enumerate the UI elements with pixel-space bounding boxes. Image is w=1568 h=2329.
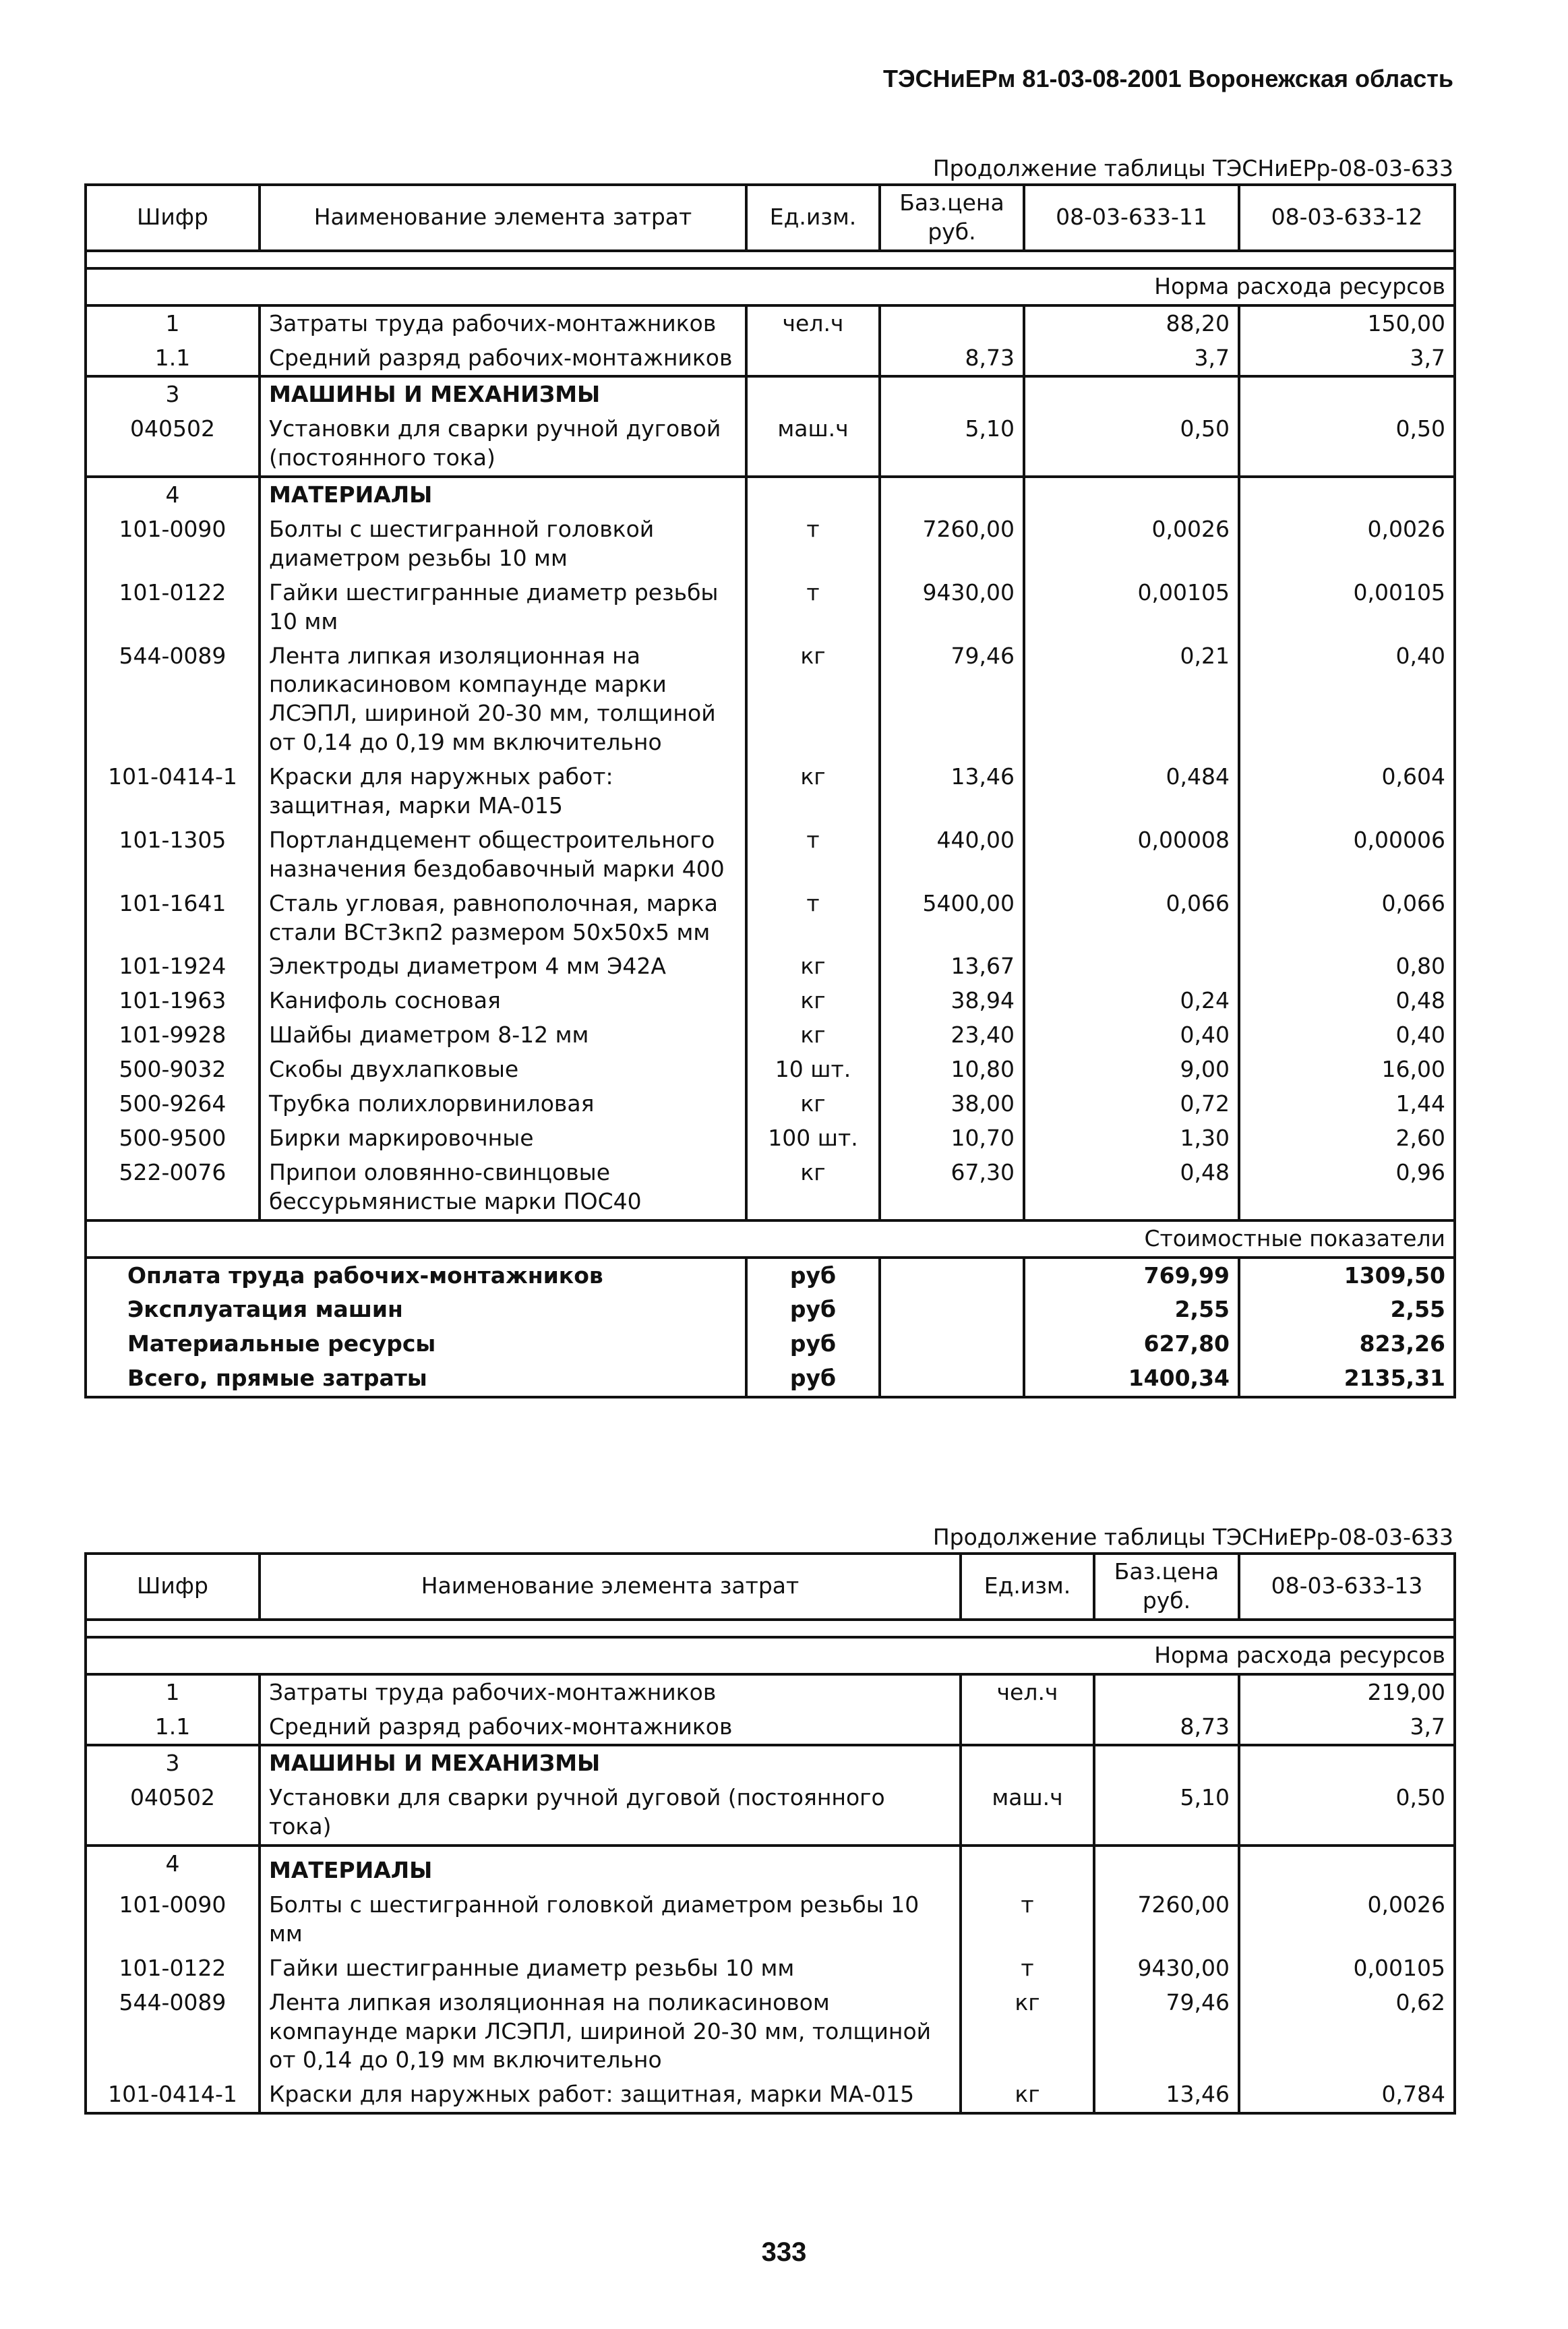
col-code-header: Шифр [86,185,260,251]
norm-value: 3,7 [1024,341,1239,377]
norm-value: 16,00 [1239,1053,1455,1087]
norm-value: 0,604 [1239,760,1455,823]
resource-name: Лента липкая изоляционная на поликасиновом компаунде марки ЛСЭПЛ, шириной 20-30 мм, толщиной от 0,14 до 0,19 мм включительно [260,1986,961,2078]
resource-code: 1.1 [86,341,260,377]
resource-code: 101-1963 [86,984,260,1018]
table-row [86,1710,1455,1746]
base-price: 79,46 [1094,1986,1239,2078]
table1-caption: Продолжение таблицы ТЭСНиЕРр-08-03-633 [932,155,1453,181]
resource-unit: кг [961,2077,1094,2113]
norm-value: 0,62 [1239,1986,1455,2078]
resource-name: Трубка полихлорвиниловая [260,1087,746,1121]
norm-value: 0,40 [1024,1018,1239,1053]
cost-value: 2135,31 [1239,1361,1455,1397]
resource-code: 040502 [86,412,260,477]
base-price: 5400,00 [880,887,1024,950]
table-row [86,949,1455,984]
resource-unit: кг [746,984,880,1018]
norm-value: 0,0026 [1239,1888,1455,1951]
resource-code: 4 [86,1846,260,1888]
cost-value: 823,26 [1239,1327,1455,1361]
norm-value [1024,949,1239,984]
base-price: 7260,00 [880,512,1024,576]
cost-unit: руб [746,1258,880,1293]
base-price: 13,67 [880,949,1024,984]
col-unit-header: Ед.изм. [961,1554,1094,1620]
resource-unit: кг [746,1018,880,1053]
resource-unit: чел.ч [746,305,880,341]
resource-name: Средний разряд рабочих-монтажников [260,341,746,377]
norm-value [1024,376,1239,412]
norm-value: 1,30 [1024,1121,1239,1156]
col-code-header: Шифр [86,1554,260,1620]
norm-value [1239,376,1455,412]
resource-name: Канифоль сосновая [260,984,746,1018]
norm-value: 2,60 [1239,1121,1455,1156]
norm-label: Норма расхода ресурсов [86,268,1455,305]
norm-value: 0,24 [1024,984,1239,1018]
cost-row [86,1293,1455,1327]
norm-value: 219,00 [1239,1674,1455,1710]
table-row [86,1986,1455,2078]
resource-name: Болты с шестигранной головкой диаметром резьбы 10 мм [260,512,746,576]
table-row [86,1745,1455,1781]
resource-unit: кг [961,1986,1094,2078]
resource-code: 1 [86,1674,260,1710]
base-price: 9430,00 [880,576,1024,639]
table-row [86,887,1455,950]
base-price: 5,10 [1094,1781,1239,1846]
resource-name: Припои оловянно-свинцовые бессурьмянистые марки ПОС40 [260,1156,746,1220]
resource-name: Электроды диаметром 4 мм Э42А [260,949,746,984]
cost-value: 2,55 [1024,1293,1239,1327]
cost-unit: руб [746,1327,880,1361]
resource-name: МАШИНЫ И МЕХАНИЗМЫ [260,376,746,412]
resource-code: 3 [86,376,260,412]
resource-name: Затраты труда рабочих-монтажников [260,1674,961,1710]
cost-row [86,1327,1455,1361]
base-price: 13,46 [880,760,1024,823]
base-price [880,305,1024,341]
norm-value: 0,72 [1024,1087,1239,1121]
base-price: 10,80 [880,1053,1024,1087]
resource-code: 544-0089 [86,639,260,761]
resource-name: Установки для сварки ручной дуговой (постоянного тока) [260,412,746,477]
resource-unit [746,477,880,512]
norm-value: 0,784 [1239,2077,1455,2113]
base-price [880,477,1024,512]
table-row [86,477,1455,512]
resource-code: 040502 [86,1781,260,1846]
resource-unit: кг [746,760,880,823]
base-price [1094,1846,1239,1888]
col-price-header: Баз.цена руб. [1094,1554,1239,1620]
cost-empty [880,1327,1024,1361]
resource-name: Скобы двухлапковые [260,1053,746,1087]
col-13-header: 08-03-633-13 [1239,1554,1455,1620]
cost-value: 1309,50 [1239,1258,1455,1293]
norm-value: 0,50 [1239,412,1455,477]
resource-name: Болты с шестигранной головкой диаметром резьбы 10 мм [260,1888,961,1951]
cost-row [86,1361,1455,1397]
norm-value: 3,7 [1239,1710,1455,1746]
resource-code: 522-0076 [86,1156,260,1220]
resource-unit: маш.ч [961,1781,1094,1846]
cost-empty [880,1361,1024,1397]
norm-value: 0,066 [1239,887,1455,950]
base-price: 8,73 [880,341,1024,377]
cost-value: 1400,34 [1024,1361,1239,1397]
resource-unit: кг [746,1156,880,1220]
base-price: 440,00 [880,823,1024,887]
cost-empty [880,1258,1024,1293]
resource-unit: чел.ч [961,1674,1094,1710]
cost-name: Оплата труда рабочих-монтажников [86,1258,746,1293]
norm-value [1024,477,1239,512]
norm-value: 0,00105 [1239,1951,1455,1986]
norm-value: 0,00008 [1024,823,1239,887]
resource-name: Затраты труда рабочих-монтажников [260,305,746,341]
col-unit-header: Ед.изм. [746,185,880,251]
table-row [86,760,1455,823]
table-row [86,305,1455,341]
resource-code: 101-9928 [86,1018,260,1053]
table-row [86,1674,1455,1710]
norm-value: 0,21 [1024,639,1239,761]
table-row [86,2077,1455,2113]
col-price-header: Баз.цена руб. [880,185,1024,251]
norm-value: 0,48 [1024,1156,1239,1220]
cost-row [86,1258,1455,1293]
resource-name: Гайки шестигранные диаметр резьбы 10 мм [260,576,746,639]
document-header: ТЭСНиЕРм 81-03-08-2001 Воронежская область [883,65,1453,92]
resource-unit: кг [746,1087,880,1121]
cost-name: Материальные ресурсы [86,1327,746,1361]
norm-value: 0,0026 [1024,512,1239,576]
norm-value: 0,40 [1239,639,1455,761]
resource-name: МАТЕРИАЛЫ [260,1846,961,1888]
resource-unit [961,1710,1094,1746]
resource-code: 500-9500 [86,1121,260,1156]
base-price: 38,00 [880,1087,1024,1121]
cost-unit: руб [746,1361,880,1397]
resource-code: 1.1 [86,1710,260,1746]
resource-code: 101-0414-1 [86,2077,260,2113]
base-price: 5,10 [880,412,1024,477]
norm-value: 0,48 [1239,984,1455,1018]
norm-value: 0,0026 [1239,512,1455,576]
resource-name: Установки для сварки ручной дуговой (постоянного тока) [260,1781,961,1846]
resource-unit: 10 шт. [746,1053,880,1087]
base-price: 9430,00 [1094,1951,1239,1986]
col-11-header: 08-03-633-11 [1024,185,1239,251]
resource-unit: кг [746,949,880,984]
norm-value: 3,7 [1239,341,1455,377]
resource-code: 101-0122 [86,576,260,639]
resource-name: МАТЕРИАЛЫ [260,477,746,512]
resource-name: Краски для наружных работ: защитная, марки МА-015 [260,760,746,823]
base-price [1094,1745,1239,1781]
base-price: 7260,00 [1094,1888,1239,1951]
norm-value: 1,44 [1239,1087,1455,1121]
norm-value [1239,1745,1455,1781]
resource-code: 544-0089 [86,1986,260,2078]
cost-unit: руб [746,1293,880,1327]
base-price: 13,46 [1094,2077,1239,2113]
table-row [86,1888,1455,1951]
resource-name: МАШИНЫ И МЕХАНИЗМЫ [260,1745,961,1781]
cost-value: 769,99 [1024,1258,1239,1293]
resource-code: 101-1924 [86,949,260,984]
resource-code: 1 [86,305,260,341]
resource-name: Средний разряд рабочих-монтажников [260,1710,961,1746]
base-price [880,376,1024,412]
base-price: 10,70 [880,1121,1024,1156]
resource-unit [961,1745,1094,1781]
resource-unit: кг [746,639,880,761]
resource-name: Гайки шестигранные диаметр резьбы 10 мм [260,1951,961,1986]
norm-value: 0,00105 [1024,576,1239,639]
page-number: 333 [761,2237,807,2267]
table-row [86,1781,1455,1846]
resource-code: 101-0090 [86,1888,260,1951]
norm-value: 150,00 [1239,305,1455,341]
resource-unit: т [746,512,880,576]
norm-value: 0,50 [1024,412,1239,477]
table-row [86,576,1455,639]
resource-name: Портландцемент общестроительного назначения бездобавочный марки 400 [260,823,746,887]
table-row [86,1121,1455,1156]
resource-name: Краски для наружных работ: защитная, марки МА-015 [260,2077,961,2113]
resource-table-1 [84,183,1456,1398]
base-price: 67,30 [880,1156,1024,1220]
base-price [1094,1674,1239,1710]
resource-code: 101-1305 [86,823,260,887]
resource-code: 500-9032 [86,1053,260,1087]
resource-name: Лента липкая изоляционная на поликасиновом компаунде марки ЛСЭПЛ, шириной 20-30 мм, толщиной от 0,14 до 0,19 мм включительно [260,639,746,761]
table-row [86,1018,1455,1053]
cost-value: 627,80 [1024,1327,1239,1361]
resource-code: 101-1641 [86,887,260,950]
table-row [86,984,1455,1018]
cost-label: Стоимостные показатели [86,1220,1455,1258]
resource-unit: т [746,823,880,887]
col-name-header: Наименование элемента затрат [260,185,746,251]
resource-code: 101-0414-1 [86,760,260,823]
resource-code: 3 [86,1745,260,1781]
resource-table-2 [84,1552,1456,2115]
table-row [86,639,1455,761]
norm-value: 0,96 [1239,1156,1455,1220]
resource-unit: т [961,1888,1094,1951]
resource-unit: маш.ч [746,412,880,477]
norm-value [1239,477,1455,512]
base-price: 79,46 [880,639,1024,761]
resource-unit [961,1846,1094,1888]
resource-name: Шайбы диаметром 8-12 мм [260,1018,746,1053]
norm-value: 0,066 [1024,887,1239,950]
table-row [86,1951,1455,1986]
base-price: 23,40 [880,1018,1024,1053]
resource-name: Сталь угловая, равнополочная, марка стали ВСт3кп2 размером 50х50х5 мм [260,887,746,950]
col-name-header: Наименование элемента затрат [260,1554,961,1620]
resource-unit [746,376,880,412]
table-row [86,412,1455,477]
cost-value: 2,55 [1239,1293,1455,1327]
resource-unit: т [746,576,880,639]
table-row [86,1846,1455,1888]
norm-value: 0,00006 [1239,823,1455,887]
resource-code: 101-0090 [86,512,260,576]
norm-value: 0,50 [1239,1781,1455,1846]
cost-name: Эксплуатация машин [86,1293,746,1327]
table-row [86,341,1455,377]
resource-unit: т [961,1951,1094,1986]
norm-value: 9,00 [1024,1053,1239,1087]
base-price: 8,73 [1094,1710,1239,1746]
table-row [86,1053,1455,1087]
resource-unit: 100 шт. [746,1121,880,1156]
col-12-header: 08-03-633-12 [1239,185,1455,251]
resource-code: 4 [86,477,260,512]
norm-value: 0,00105 [1239,576,1455,639]
norm-label: Норма расхода ресурсов [86,1637,1455,1674]
norm-value: 0,80 [1239,949,1455,984]
norm-value: 0,40 [1239,1018,1455,1053]
resource-unit [746,341,880,377]
norm-value: 88,20 [1024,305,1239,341]
cost-name: Всего, прямые затраты [86,1361,746,1397]
table-row [86,1156,1455,1220]
resource-name: Бирки маркировочные [260,1121,746,1156]
resource-code: 500-9264 [86,1087,260,1121]
table-row [86,1087,1455,1121]
base-price: 38,94 [880,984,1024,1018]
resource-code: 101-0122 [86,1951,260,1986]
table-row [86,823,1455,887]
cost-empty [880,1293,1024,1327]
table2-caption: Продолжение таблицы ТЭСНиЕРр-08-03-633 [932,1524,1453,1550]
table-row [86,512,1455,576]
table-row [86,376,1455,412]
norm-value: 0,484 [1024,760,1239,823]
norm-value [1239,1846,1455,1888]
resource-unit: т [746,887,880,950]
